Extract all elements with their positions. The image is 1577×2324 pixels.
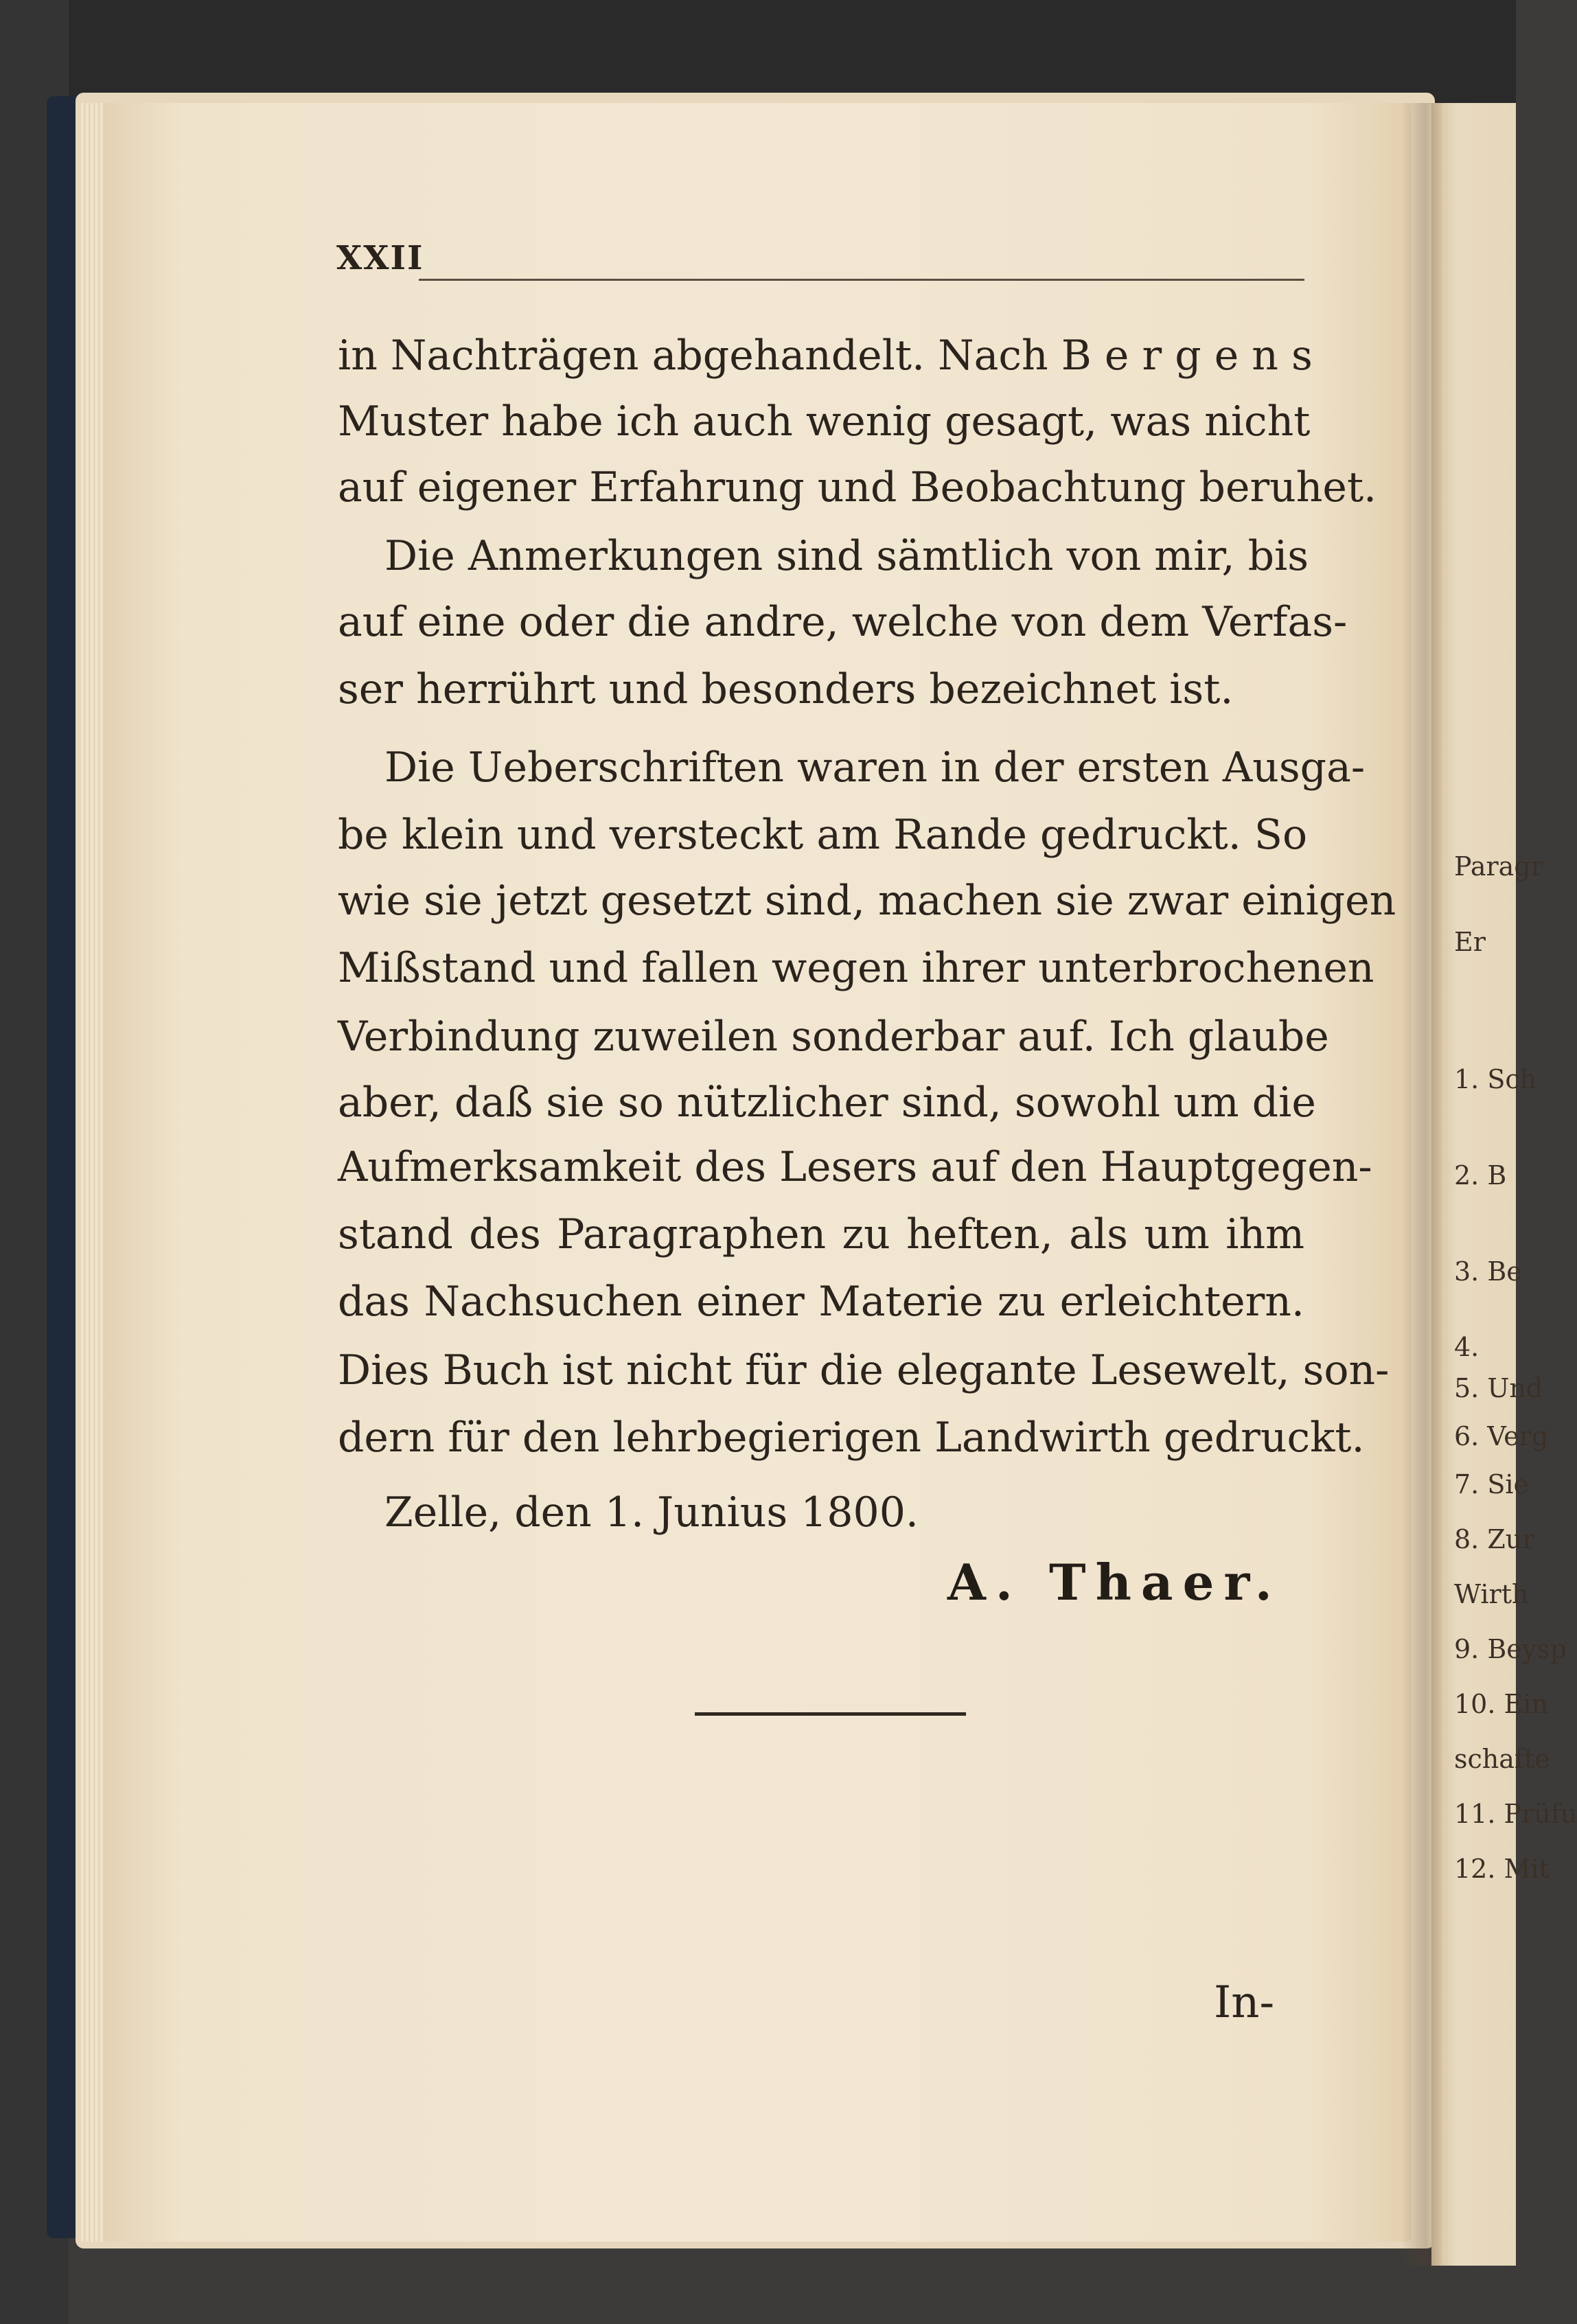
facing-page-fragment: 10. Ein [1454, 1689, 1548, 1719]
date-line: Zelle, den 1. Junius 1800. [384, 1488, 919, 1537]
page-number: XXII [336, 239, 424, 277]
body-line: auf eine oder die andre, welche von dem Verfas- [338, 598, 1348, 646]
facing-page-fragment: 5. Und [1454, 1373, 1543, 1403]
body-line: Aufmerksamkeit des Lesers auf den Hauptgegen- [338, 1143, 1372, 1191]
facing-page-fragment: Paragr [1454, 851, 1543, 882]
body-line: dern für den lehrbegierigen Landwirth gedruckt. [338, 1414, 1365, 1462]
body-line: auf eigener Erfahrung und Beobachtung beruhet. [338, 463, 1377, 511]
body-line: wie sie jetzt gesetzt sind, machen sie zwar einigen [338, 877, 1396, 925]
signature: A. Thaer. [947, 1553, 1282, 1611]
header-rule [419, 279, 1304, 281]
facing-page-fragment: 11. Prüfu [1454, 1799, 1577, 1829]
body-line: ser herrührt und besonders bezeichnet ist. [338, 665, 1234, 713]
body-line: stand des Paragraphen zu heften, als um ihm [338, 1210, 1304, 1258]
facing-page-fragment: 2. B [1454, 1160, 1507, 1190]
facing-page-fragment: 3. Be [1454, 1256, 1522, 1287]
body-line: Mißstand und fallen wegen ihrer unterbrochenen [338, 944, 1374, 992]
body-line: Die Anmerkungen sind sämtlich von mir, bis [384, 532, 1309, 580]
body-line: Dies Buch ist nicht für die elegante Lesewelt, son- [338, 1346, 1390, 1394]
body-line: aber, daß sie so nützlicher sind, sowohl um die [338, 1079, 1316, 1127]
facing-page-fragment: schafte [1454, 1744, 1550, 1774]
body-line: Die Ueberschriften waren in der ersten Ausga- [384, 744, 1366, 792]
facing-page-fragment: 4. [1454, 1332, 1480, 1362]
facing-page-fragment: Er [1454, 927, 1486, 957]
scan-background-top [0, 0, 1516, 103]
body-line: Muster habe ich auch wenig gesagt, was nicht [338, 398, 1311, 446]
body-line: be klein und versteckt am Rande gedruckt. So [338, 811, 1308, 859]
facing-page-fragment: 8. Zur [1454, 1524, 1535, 1554]
catchword: In- [1214, 1977, 1275, 2028]
facing-page-fragment: 1. Sch [1454, 1064, 1537, 1094]
body-line: Verbindung zuweilen sonderbar auf. Ich glaube [338, 1013, 1329, 1061]
body-line: das Nachsuchen einer Materie zu erleichtern. [338, 1278, 1304, 1326]
body-line: in Nachträgen abgehandelt. Nach B e r g e n s [338, 332, 1313, 380]
gutter-shadow [1401, 103, 1442, 2266]
facing-page-fragment: 7. Sie [1454, 1469, 1530, 1499]
facing-page-fragment: 12. Mit [1454, 1854, 1550, 1884]
facing-page-fragment: 9. Beysp [1454, 1634, 1567, 1664]
facing-page-fragment: Wirth [1454, 1579, 1529, 1609]
end-rule [695, 1712, 966, 1716]
facing-page-fragment: 6. Verg [1454, 1421, 1549, 1451]
